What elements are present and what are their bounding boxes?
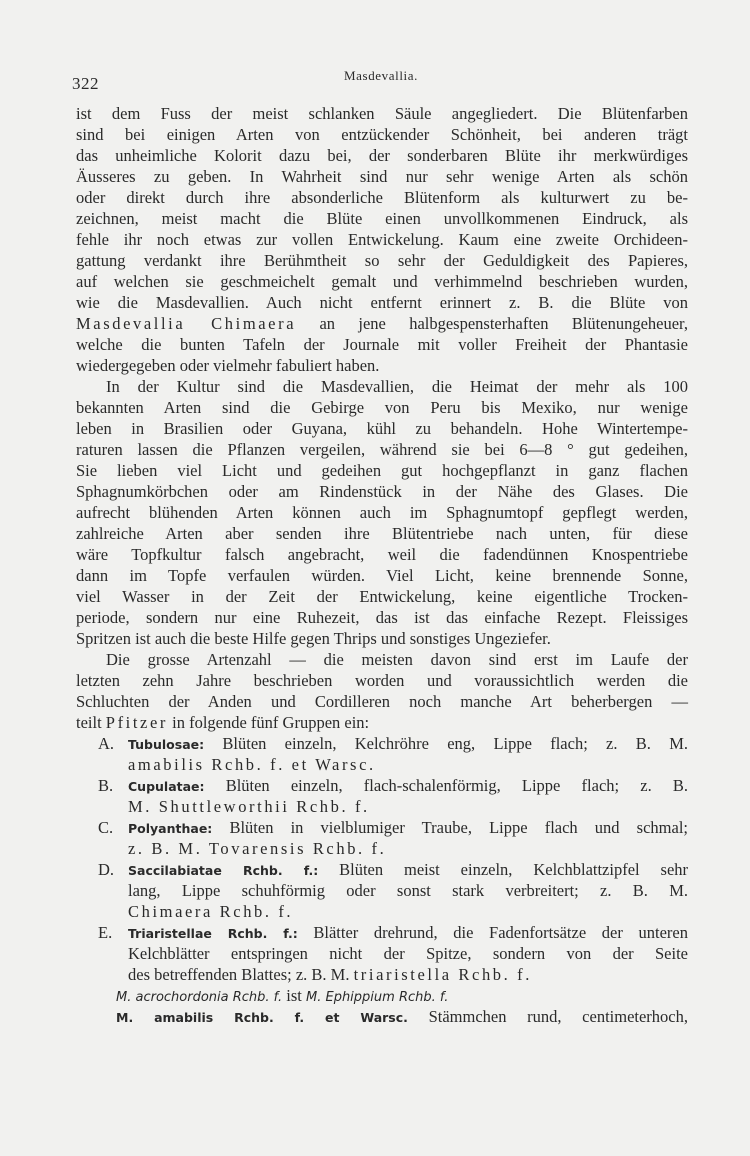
group-name: Polyanthae:	[128, 821, 213, 836]
text-run: an jene halbgespensterhaften Blütenungeheuer,	[296, 314, 688, 333]
group-item-d	[76, 859, 688, 922]
text-line: viel Wasser in der Zeit der Entwickelung, keine eigentliche Trocken-	[76, 587, 688, 606]
body-text	[76, 103, 688, 1027]
text-run: Blüten meist einzeln, Kelchblattzipfel sehr	[339, 860, 689, 879]
species-name-spaced: triaristella Rchb. f.	[353, 965, 532, 984]
species-name-spaced: z. B. M. Tovarensis Rchb. f.	[128, 839, 387, 858]
species-name: M. acrochordonia Rchb. f.	[116, 990, 283, 1005]
text-line: Äusseres zu geben. In Wahrheit sind nur sehr wenige Arten als schön	[76, 167, 688, 186]
text-line	[76, 964, 688, 985]
text-line: oder direkt durch ihre absonderliche Blütenform als kulturwert zu be-	[76, 188, 688, 207]
group-name: Saccilabiatae Rchb. f.:	[128, 863, 319, 878]
group-item-a	[76, 733, 688, 775]
species-name-spaced: amabilis Rchb. f. et Warsc.	[128, 755, 376, 774]
text-line	[76, 922, 688, 943]
group-marker: B.	[98, 776, 114, 795]
text-line	[76, 313, 688, 334]
species-name-spaced: Masdevallia Chimaera	[76, 314, 297, 333]
text-run: Blüten einzeln, flach-schalenförmig, Lippe flach; z. B.	[225, 776, 688, 795]
text-line: zahlreiche Arten aber senden ihre Blütentriebe nach unten, für diese	[76, 524, 688, 543]
text-line: leben in Brasilien oder Guyana, kühl zu behandeln. Hohe Wintertempe-	[76, 419, 688, 438]
text-line: letzten zehn Jahre beschrieben worden und voraussichtlich werden die	[76, 671, 688, 690]
text-run: Blüten in vielblumiger Traube, Lippe flach und schmal;	[229, 818, 689, 837]
text-line: sind bei einigen Arten von entzückender Schönheit, bei anderen trägt	[76, 125, 688, 144]
text-line: auf welchen sie geschmeichelt gemalt und verhimmelnd beschrieben wurden,	[76, 272, 688, 291]
author-name-spaced: Pfitzer	[105, 713, 168, 732]
species-name-spaced: Chimaera Rchb. f.	[128, 902, 294, 921]
species-entry	[76, 985, 688, 1006]
species-reference: M. Ephippium Rchb. f.	[306, 990, 449, 1005]
text-line: gattung verdankt ihre Berühmtheit so sehr der Geduldigkeit des Papieres,	[76, 251, 688, 270]
page-number: 322	[72, 74, 99, 93]
page-header	[72, 68, 690, 94]
species-name-spaced: M. Shuttleworthii Rchb. f.	[128, 797, 370, 816]
text-line: Spritzen ist auch die beste Hilfe gegen Thrips und sonstiges Ungeziefer.	[76, 629, 551, 648]
paragraph	[76, 376, 688, 649]
group-marker: A.	[98, 734, 115, 753]
text-run: Stämmchen rund, centimeterhoch,	[407, 1007, 688, 1026]
group-item-b	[76, 775, 688, 817]
group-name: Cupulatae:	[128, 779, 205, 794]
text-line: Sphagnumkörbchen oder am Rindenstück in der Nähe des Glases. Die	[76, 482, 688, 501]
text-line: Die grosse Artenzahl — die meisten davon sind erst im Laufe der	[106, 650, 688, 669]
paragraph	[76, 103, 688, 376]
text-line: Schluchten der Anden und Cordilleren noch manche Art beherbergen —	[76, 692, 688, 711]
text-line: welche die bunten Tafeln der Journale mit voller Freiheit der Phantasie	[76, 335, 688, 354]
text-run: Blüten einzeln, Kelchröhre eng, Lippe flach; z. B. M.	[222, 734, 688, 753]
text-line	[76, 817, 688, 838]
group-item-e	[76, 922, 688, 985]
group-marker: C.	[98, 818, 114, 837]
running-title: Masdevallia.	[344, 68, 418, 83]
text-line: wie die Masdevallien. Auch nicht entfernt erinnert z. B. die Blüte von	[76, 293, 688, 312]
text-line: lang, Lippe schuhförmig oder sonst stark verbreitert; z. B. M.	[128, 881, 688, 900]
group-item-c	[76, 817, 688, 859]
text-line: raturen lassen die Pflanzen vergeilen, während sie bei 6—8 ° gut gedeihen,	[76, 440, 688, 459]
text-line: wiedergegeben oder vielmehr fabuliert haben.	[76, 356, 380, 375]
text-line	[76, 712, 688, 733]
text-line	[76, 901, 688, 922]
text-line: In der Kultur sind die Masdevallien, die Heimat der mehr als 100	[106, 377, 688, 396]
text-line: aufrecht blühenden Arten können auch im Sphagnumtopf gepflegt werden,	[76, 503, 688, 522]
text-line: dann im Topfe verfaulen würden. Viel Licht, keine brennende Sonne,	[76, 566, 688, 585]
text-line	[76, 775, 688, 796]
group-name: Tubulosae:	[128, 737, 205, 752]
text-run: des betreffenden Blattes; z. B. M.	[128, 965, 354, 984]
text-line: Sie lieben viel Licht und gedeihen gut hochgepflanzt in ganz flachen	[76, 461, 688, 480]
text-line: fehle ihr noch etwas zur vollen Entwickelung. Kaum eine zweite Orchideen-	[76, 230, 688, 249]
group-marker: E.	[98, 923, 113, 942]
text-line: wäre Topfkultur falsch angebracht, weil die fadendünnen Knospentriebe	[76, 545, 688, 564]
text-line: das unheimliche Kolorit dazu bei, der sonderbaren Blüte ihr merkwürdiges	[76, 146, 688, 165]
text-line: bekannten Arten sind die Gebirge von Peru bis Mexiko, nur wenige	[76, 398, 688, 417]
text-run: teilt	[76, 713, 106, 732]
text-run: in folgende fünf Gruppen ein:	[167, 713, 370, 732]
group-marker: D.	[98, 860, 115, 879]
group-name: Triaristellae Rchb. f.:	[128, 926, 298, 941]
text-line	[76, 838, 688, 859]
text-line	[76, 859, 688, 880]
text-line: zeichnen, meist macht die Blüte einen unvollkommenen Eindruck, als	[76, 209, 688, 228]
text-run: ist	[282, 986, 306, 1005]
species-name: M. amabilis Rchb. f. et Warsc.	[116, 1010, 408, 1025]
text-run: Blätter drehrund, die Fadenfortsätze der unteren	[313, 923, 688, 942]
paragraph	[76, 649, 688, 733]
text-line	[76, 796, 688, 817]
text-line	[76, 733, 688, 754]
text-line: ist dem Fuss der meist schlanken Säule angegliedert. Die Blütenfarben	[76, 104, 688, 123]
text-line: Kelchblätter entspringen nicht der Spitze, sondern von der Seite	[128, 944, 688, 963]
text-line: periode, sondern nur eine Ruhezeit, das ist das einfache Rezept. Fleissiges	[76, 608, 688, 627]
species-entry	[76, 1006, 688, 1027]
text-line	[76, 754, 688, 775]
